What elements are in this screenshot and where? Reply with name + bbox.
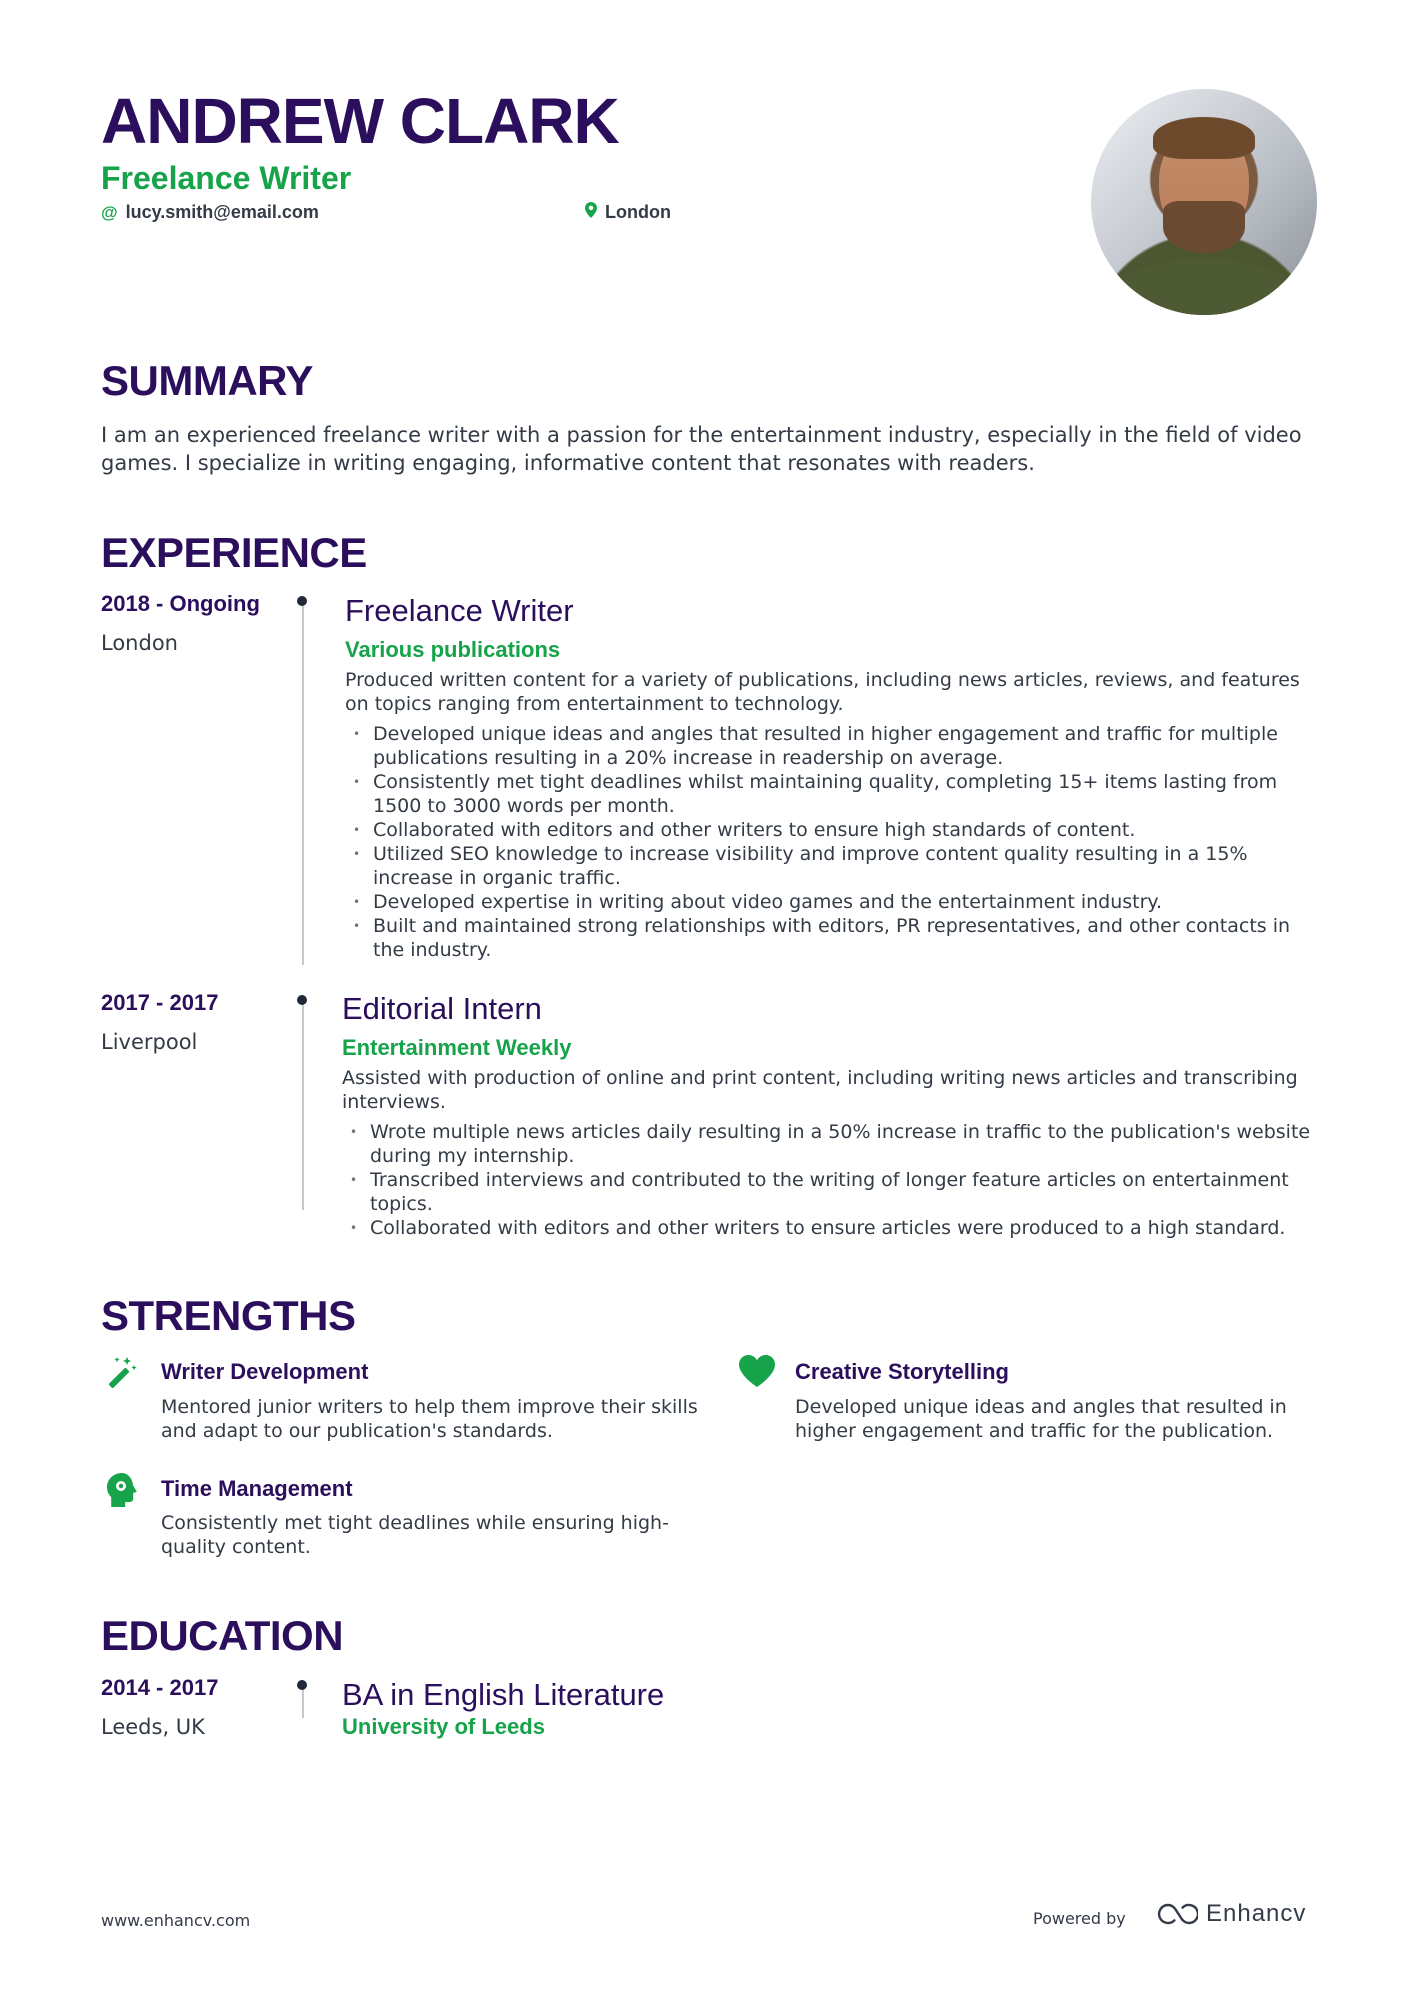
- footer-website[interactable]: www.enhancv.com: [101, 1911, 251, 1930]
- job-company: Various publications: [345, 637, 561, 662]
- list-item: • Collaborated with editors and other writers to ensure articles were produced to a high standard.: [342, 1216, 1327, 1240]
- list-item: • Consistently met tight deadlines whilst maintaining quality, completing 15+ items lasting from 1500 to 3000 words per month.: [345, 770, 1325, 818]
- brand-name: Enhancv: [1206, 1900, 1307, 1927]
- candidate-role: Freelance Writer: [101, 160, 352, 196]
- strengths-heading: STRENGTHS: [101, 1292, 356, 1339]
- timeline-dot: [297, 596, 307, 606]
- education-heading: EDUCATION: [101, 1612, 344, 1659]
- strength-title: Writer Development: [161, 1359, 369, 1384]
- list-item: • Developed unique ideas and angles that resulted in higher engagement and traffic for multiple publications resulting in a 20% increase in readership on average.: [345, 722, 1325, 770]
- job-title: Freelance Writer: [345, 593, 574, 628]
- timeline-line: [302, 600, 304, 965]
- job-place: Liverpool: [101, 1030, 198, 1054]
- at-icon: @: [101, 202, 118, 222]
- job-bullets: [345, 722, 1325, 962]
- job-place: London: [101, 631, 178, 655]
- candidate-name: ANDREW CLARK: [101, 85, 619, 157]
- list-item: • Developed expertise in writing about video games and the entertainment industry.: [345, 890, 1325, 914]
- infinity-logo-icon: [1152, 1902, 1198, 1926]
- location-text: London: [605, 202, 671, 222]
- education-school: University of Leeds: [342, 1714, 545, 1739]
- footer-powered-label: Powered by: [1033, 1909, 1126, 1928]
- heart-icon: [737, 1353, 773, 1389]
- magic-wand-icon: [103, 1353, 139, 1389]
- head-gear-icon: [104, 1471, 140, 1507]
- strength-desc: Developed unique ideas and angles that resulted in higher engagement and traffic for the publication.: [795, 1396, 1287, 1442]
- strength-desc: Mentored junior writers to help them improve their skills and adapt to our publication's standards.: [161, 1396, 698, 1442]
- contact-email[interactable]: [101, 202, 319, 223]
- education-place: Leeds, UK: [101, 1715, 205, 1739]
- job-description: Assisted with production of online and print content, including writing news articles and transcribing interviews.: [342, 1067, 1298, 1113]
- job-date: 2017 - 2017: [101, 990, 219, 1015]
- summary-text: I am an experienced freelance writer with a passion for the entertainment industry, especially in the field of video games. I specialize in writing engaging, informative content that resonates with readers.: [101, 423, 1302, 475]
- list-item: • Wrote multiple news articles daily resulting in a 50% increase in traffic to the publication's website during my internship.: [342, 1120, 1327, 1168]
- location-pin-icon: [585, 202, 597, 223]
- summary-heading: SUMMARY: [101, 357, 313, 404]
- timeline-line: [302, 1000, 304, 1210]
- job-title: Editorial Intern: [342, 991, 542, 1026]
- strength-desc: Consistently met tight deadlines while ensuring high-quality content.: [161, 1512, 669, 1558]
- strength-title: Creative Storytelling: [795, 1359, 1009, 1384]
- education-degree: BA in English Literature: [342, 1677, 665, 1712]
- list-item: • Transcribed interviews and contributed to the writing of longer feature articles on entertainment topics.: [342, 1168, 1327, 1216]
- job-company: Entertainment Weekly: [342, 1035, 572, 1060]
- job-date: 2018 - Ongoing: [101, 591, 260, 616]
- timeline-dot: [297, 995, 307, 1005]
- brand-logo[interactable]: [1152, 1900, 1306, 1928]
- contact-location: [585, 202, 671, 223]
- list-item: • Built and maintained strong relationships with editors, PR representatives, and other contacts in the industry.: [345, 914, 1325, 962]
- profile-photo: [1091, 89, 1317, 315]
- email-text: lucy.smith@email.com: [125, 202, 319, 222]
- list-item: • Utilized SEO knowledge to increase visibility and improve content quality resulting in a 15% increase in organic traffic.: [345, 842, 1325, 890]
- experience-heading: EXPERIENCE: [101, 529, 367, 576]
- job-description: Produced written content for a variety of publications, including news articles, reviews, and features on topics ranging from entertainment to technology.: [345, 669, 1300, 715]
- education-date: 2014 - 2017: [101, 1675, 219, 1700]
- timeline-dot: [297, 1680, 307, 1690]
- strength-title: Time Management: [161, 1476, 353, 1501]
- list-item: • Collaborated with editors and other writers to ensure high standards of content.: [345, 818, 1325, 842]
- job-bullets: [342, 1120, 1327, 1240]
